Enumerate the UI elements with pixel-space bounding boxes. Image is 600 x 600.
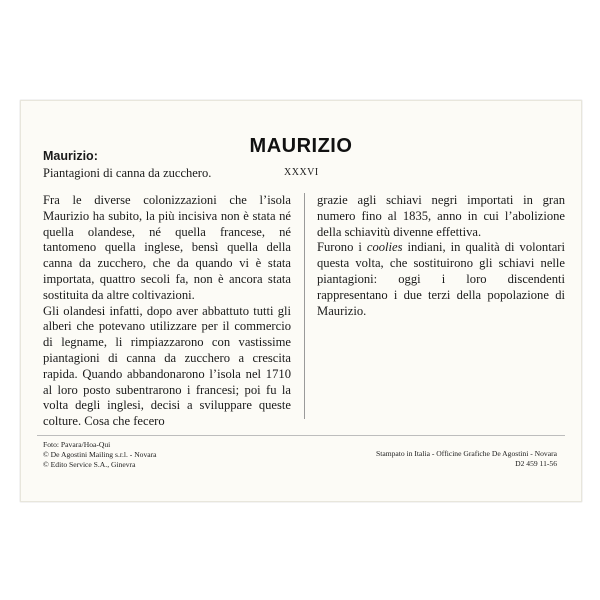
info-card	[20, 100, 582, 502]
left-paragraph-1: Fra le diverse colonizzazioni che l’isola Maurizio ha subito, la più incisiva non è stata né quella olandese, né quella francese, né tantomeno quella inglese, bensì quella della canna da zucchero, che da quando vi è stata importata, quattro secoli fa, non è ancora stata sostituita da altre coltivazioni.	[43, 193, 291, 302]
card-subtitle: Piantagioni di canna da zucchero.	[43, 166, 212, 180]
right-text-column	[317, 193, 565, 319]
photo-credit: Foto: Pavara/Hoa-Qui	[43, 440, 111, 449]
right-paragraph-2	[317, 240, 565, 319]
right-paragraph-2-end: indiani, in qualità di volontari questa volta, che sostituirono gli schiavi nelle piantagioni: oggi i loro discendenti rappresentano i due terzi della popolazione di Maurizio.	[317, 240, 565, 318]
printed-in: Stampato in Italia - Officine Grafiche De Agostini - Novara	[376, 449, 557, 458]
printer-block	[376, 449, 557, 469]
card-code: D2 459 11-56	[515, 458, 557, 468]
credits-block	[43, 440, 157, 469]
copyright-line-2: © Edito Service S.A., Ginevra	[43, 459, 136, 469]
card-number: XXXVI	[284, 167, 319, 178]
card-subject: Maurizio:	[43, 149, 98, 163]
left-paragraph-2: Gli olandesi infatti, dopo aver abbattuto tutti gli alberi che potevano utilizzare per il commercio di legname, li rimpiazzarono con vastissime piantagioni di canna da zucchero a crescita rapida. Quando abbandonarono l’isola nel 1710 al loro posto subentrarono i francesi; poi fu la volta degli inglesi, decisi a sviluppare queste colture. Cosa che fecero	[43, 303, 291, 429]
card-title: MAURIZIO	[249, 135, 353, 157]
coolies-term: coolies	[366, 240, 403, 255]
right-paragraph-1: grazie agli schiavi negri importati in gran numero fino al 1835, anno in cui l’abolizione della schiavitù divenne effettiva.	[317, 193, 565, 239]
column-divider	[304, 193, 305, 419]
copyright-line-1: © De Agostini Mailing s.r.l. - Novara	[43, 449, 157, 459]
left-text-column	[43, 193, 291, 430]
footer-rule	[37, 435, 565, 436]
right-paragraph-2-start: Furono i	[317, 240, 367, 255]
